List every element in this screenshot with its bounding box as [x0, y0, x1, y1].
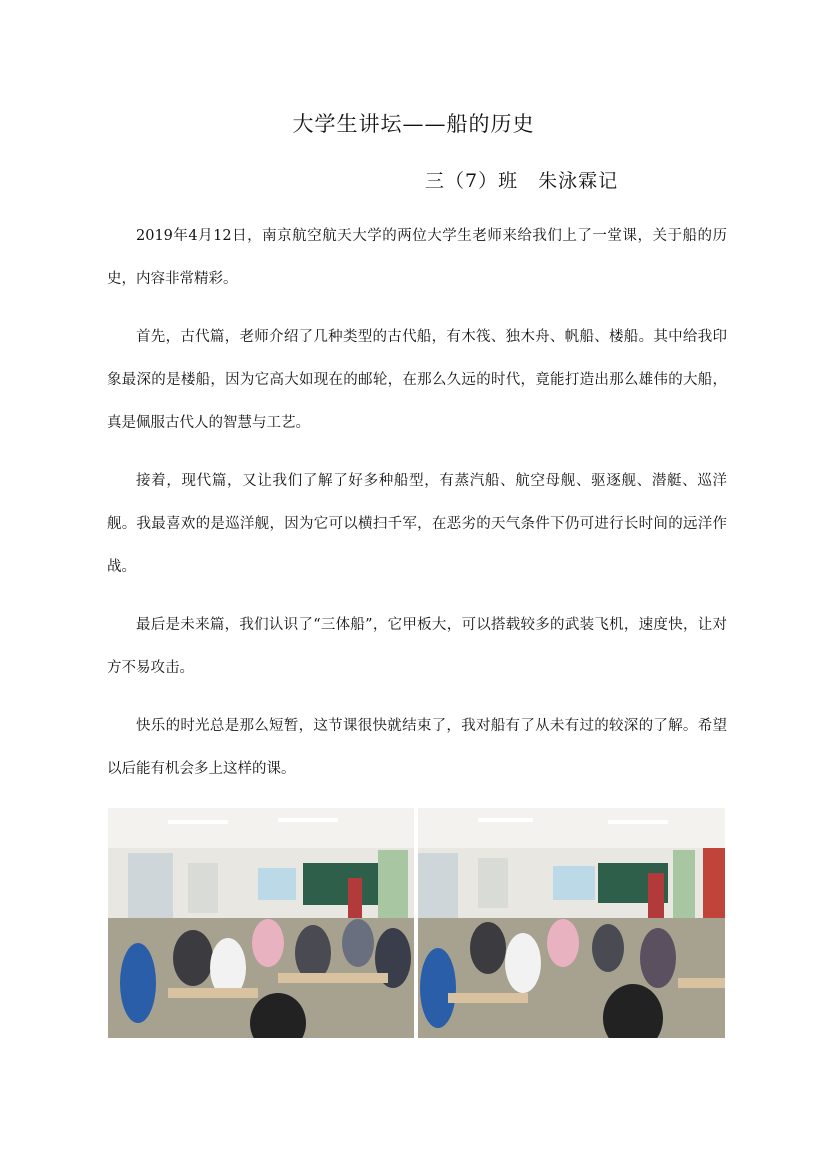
- author-name: 朱泳霖记: [538, 170, 619, 192]
- paragraph-future: 最后是未来篇，我们认识了“三体船”，它甲板大，可以搭载较多的武装飞机，速度快，让对方不易攻击。: [107, 617, 727, 676]
- paragraph-conclusion: 快乐的时光总是那么短暂，这节课很快就结束了，我对船有了从未有过的较深的了解。希望以后能有机会多上这样的课。: [107, 718, 727, 777]
- byline: [425, 166, 618, 193]
- classroom-photo-right: [418, 808, 725, 1038]
- class-name: 三（7）班: [425, 170, 519, 192]
- classroom-photo-left: [108, 808, 414, 1038]
- paragraph-modern: 接着，现代篇，又让我们了解了好多种船型，有蒸汽船、航空母舰、驱逐舰、潜艇、巡洋舰。我最喜欢的是巡洋舰，因为它可以横扫千军，在恶劣的天气条件下仍可进行长时间的远洋作战。: [107, 473, 727, 575]
- paragraph-intro: 2019年4月12日，南京航空航天大学的两位大学生老师来给我们上了一堂课，关于船的历史，内容非常精彩。: [107, 228, 727, 287]
- paragraph-ancient: 首先，古代篇，老师介绍了几种类型的古代船，有木筏、独木舟、帆船、楼船。其中给我印象最深的是楼船，因为它高大如现在的邮轮，在那么久远的时代，竟能打造出那么雄伟的大船，真是佩服古代人的智慧与工艺。: [107, 329, 727, 431]
- document-title: 大学生讲坛——船的历史: [292, 112, 535, 136]
